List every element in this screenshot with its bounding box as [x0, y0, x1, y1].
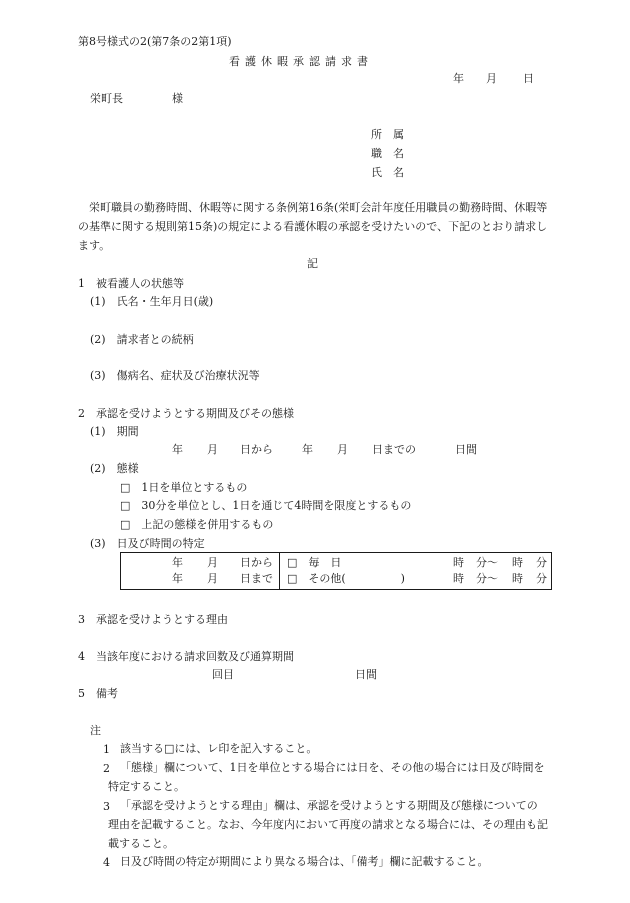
affiliation-label: 所 属	[371, 128, 404, 141]
form-number: 第8号様式の2(第7条の2第1項)	[78, 35, 232, 48]
note-3-text: 「承認を受けようとする理由」欄は、承認を受けようとする期間及び態様についての理由を記載すること。なお、今年度内において再度の請求となる場合には、その理由も記載すること。	[108, 799, 548, 850]
section4-count: 回目	[212, 668, 234, 681]
position-label: 職 名	[371, 147, 404, 160]
mode-label: (2) 態様	[90, 462, 139, 475]
table-row1-min-from: 分〜	[476, 556, 498, 569]
table-row1-hour-to: 時	[512, 556, 523, 569]
option-every-day[interactable]: □ 毎 日	[287, 556, 342, 569]
date-year-label: 年	[453, 72, 464, 85]
note-4-text: 日及び時間の特定が期間により異なる場合は、「備考」欄に記載すること。	[120, 855, 489, 868]
section1-item1: (1) 氏名・生年月日(歳)	[90, 295, 214, 308]
option-other[interactable]: □ その他( )	[287, 572, 405, 585]
table-row2-min-from: 分〜	[476, 572, 498, 585]
note-3-number: 3	[103, 800, 110, 813]
table-row2-hour-to: 時	[512, 572, 523, 585]
page-title: 看護休暇承認請求書	[229, 55, 373, 68]
addressee-honorific: 様	[172, 92, 183, 105]
name-label: 氏 名	[371, 166, 404, 179]
section2-heading: 2 承認を受けようとする期間及びその態様	[78, 407, 294, 420]
note-2-number: 2	[103, 762, 110, 775]
section1-item3: (3) 傷病名、症状及び治療状況等	[90, 369, 260, 382]
mode-option-combined[interactable]: □ 上記の態様を併用するもの	[120, 518, 274, 531]
note-2-text: 「態様」欄について、1日を単位とする場合には日を、その他の場合には日及び時間を特定すること。	[108, 761, 545, 793]
note-1-text: 該当する□には、レ印を記入すること。	[120, 742, 318, 755]
addressee-name: 栄町長	[90, 92, 123, 105]
table-row2-until: 日まで	[240, 572, 273, 585]
table-row2-hour-from: 時	[453, 572, 464, 585]
period-from: 日から	[240, 443, 273, 456]
notes-heading: 注	[90, 724, 101, 737]
period-days: 日間	[455, 443, 477, 456]
period-label: (1) 期間	[90, 425, 139, 438]
section1-item2: (2) 請求者との続柄	[90, 333, 194, 346]
section4-heading: 4 当該年度における請求回数及び通算期間	[78, 650, 294, 663]
table-row2-min-to: 分	[536, 572, 547, 585]
table-row2-year: 年	[172, 572, 183, 585]
table-row1-hour-from: 時	[453, 556, 464, 569]
period-until: 日までの	[372, 443, 416, 456]
mode-option-daily[interactable]: □ 1日を単位とするもの	[120, 481, 248, 494]
period-month-1: 月	[207, 443, 218, 456]
table-row1-month: 月	[207, 556, 218, 569]
note-1-number: 1	[103, 743, 110, 756]
date-day-label: 日	[523, 72, 534, 85]
period-year-2: 年	[302, 443, 313, 456]
spec-label: (3) 日及び時間の特定	[90, 537, 205, 550]
section5-heading: 5 備考	[78, 687, 118, 700]
note-4-number: 4	[103, 856, 110, 869]
table-row1-from: 日から	[240, 556, 273, 569]
table-row1-min-to: 分	[536, 556, 547, 569]
table-row1-year: 年	[172, 556, 183, 569]
ki-label: 記	[307, 257, 318, 270]
section1-heading: 1 被看護人の状態等	[78, 277, 184, 290]
period-month-2: 月	[337, 443, 348, 456]
table-divider	[279, 552, 280, 589]
mode-option-30min[interactable]: □ 30分を単位とし、1日を通じて4時間を限度とするもの	[120, 499, 412, 512]
intro-paragraph: 栄町職員の勤務時間、休暇等に関する条例第16条(栄町会計年度任用職員の勤務時間、休暇等の基準に関する規則第15条)の規定による看護休暇の承認を受けたいので、下記のとおり請求します。	[78, 201, 548, 252]
section3-heading: 3 承認を受けようとする理由	[78, 613, 228, 626]
period-year-1: 年	[172, 443, 183, 456]
table-row2-month: 月	[207, 572, 218, 585]
date-month-label: 月	[486, 72, 497, 85]
section4-days: 日間	[355, 668, 377, 681]
